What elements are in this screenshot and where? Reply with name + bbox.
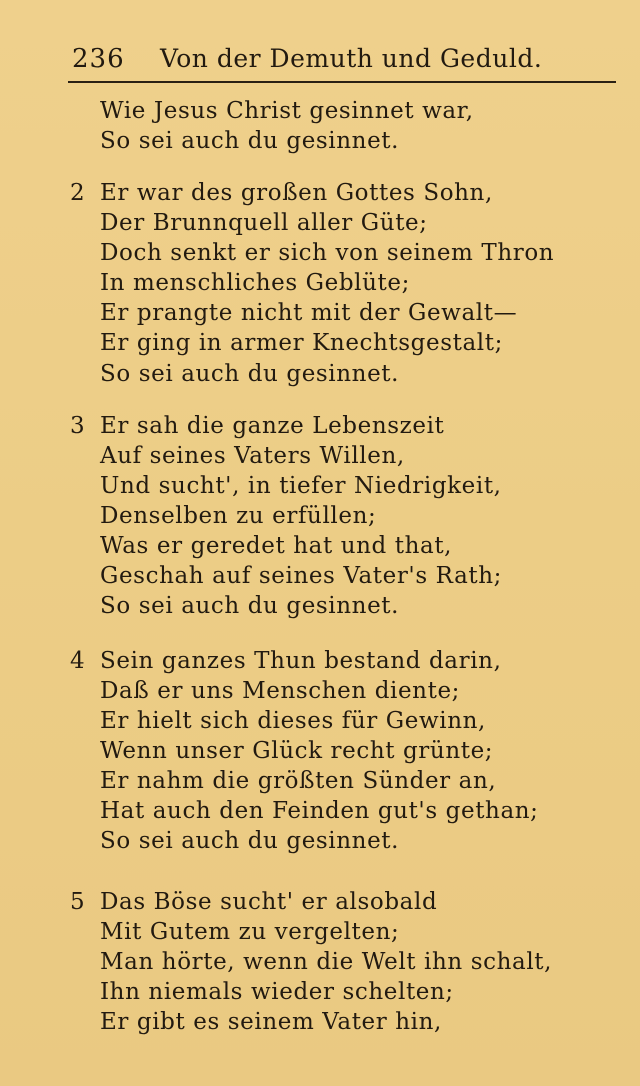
verse-line: Auf seines Vaters Willen, bbox=[100, 443, 405, 469]
verse-line: Er nahm die größten Sünder an, bbox=[100, 768, 497, 794]
verse-line: Sein ganzes Thun bestand darin, bbox=[100, 648, 502, 674]
verse-line: Wie Jesus Christ gesinnet war, bbox=[100, 98, 474, 124]
verse-line: Er war des großen Gottes Sohn, bbox=[100, 180, 493, 206]
stanza-number: 2 bbox=[70, 180, 85, 206]
page-number: 236 bbox=[72, 44, 125, 74]
header-rule bbox=[68, 81, 616, 83]
verse-line: Er hielt sich dieses für Gewinn, bbox=[100, 708, 486, 734]
verse-line: Mit Gutem zu vergelten; bbox=[100, 919, 400, 945]
page-header bbox=[68, 40, 612, 80]
verse-line: Denselben zu erfüllen; bbox=[100, 503, 377, 529]
verse-line: Ihn niemals wieder schelten; bbox=[100, 979, 454, 1005]
verse-line: Daß er uns Menschen diente; bbox=[100, 678, 460, 704]
verse-line: Er gibt es seinem Vater hin, bbox=[100, 1009, 442, 1035]
stanza-number: 5 bbox=[70, 889, 85, 915]
verse-line: Hat auch den Feinden gut's gethan; bbox=[100, 798, 539, 824]
verse-line: In menschliches Geblüte; bbox=[100, 270, 410, 296]
verse-line: Wenn unser Glück recht grünte; bbox=[100, 738, 494, 764]
verse-line: Er prangte nicht mit der Gewalt— bbox=[100, 300, 518, 326]
verse-line: Der Brunnquell aller Güte; bbox=[100, 210, 428, 236]
verse-line: Geschah auf seines Vater's Rath; bbox=[100, 563, 503, 589]
verse-line: Doch senkt er sich von seinem Thron bbox=[100, 240, 555, 266]
stanza-number: 3 bbox=[70, 413, 85, 439]
verse-line: Das Böse sucht' er alsobald bbox=[100, 889, 438, 915]
stanza-number: 4 bbox=[70, 648, 85, 674]
verse-line: Er sah die ganze Lebenszeit bbox=[100, 413, 445, 439]
verse-line: Man hörte, wenn die Welt ihn schalt, bbox=[100, 949, 553, 975]
verse-line: So sei auch du gesinnet. bbox=[100, 361, 400, 387]
running-title: Von der Demuth und Geduld. bbox=[160, 44, 543, 73]
verse-line: So sei auch du gesinnet. bbox=[100, 128, 400, 154]
verse-line: Er ging in armer Knechtsgestalt; bbox=[100, 330, 503, 356]
verse-line: Und sucht', in tiefer Niedrigkeit, bbox=[100, 473, 502, 499]
verse-line: So sei auch du gesinnet. bbox=[100, 593, 400, 619]
verse-line: So sei auch du gesinnet. bbox=[100, 828, 400, 854]
verse-line: Was er geredet hat und that, bbox=[100, 533, 453, 559]
